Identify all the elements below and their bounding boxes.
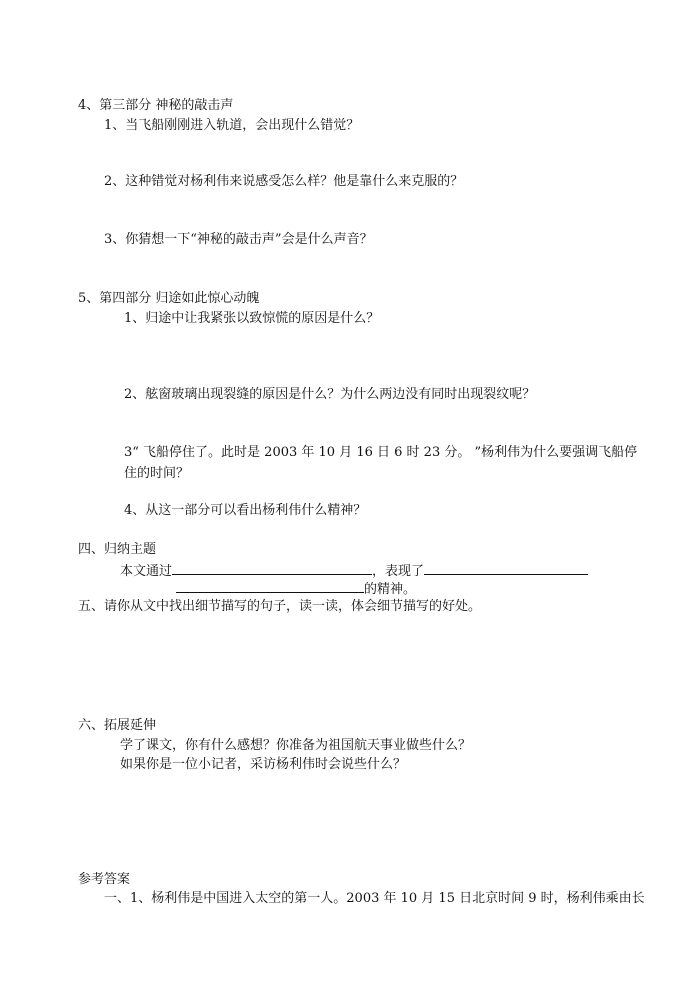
part5-heading: 5、第四部分 归途如此惊心动魄 (78, 291, 260, 306)
section6-line-2: 如果你是一位小记者，采访杨利伟时会说些什么？ (120, 757, 407, 772)
part4-question-2: 2、这种错觉对杨利伟来说感受怎么样？他是靠什么来克服的？ (104, 174, 464, 189)
part5-question-4: 4、从这一部分可以看出杨利伟什么精神？ (124, 503, 367, 518)
section6-heading: 六、拓展延伸 (78, 718, 157, 733)
fill-blank-2[interactable] (424, 562, 588, 575)
part5-question-3: 3“ 飞船停住了。此时是 2003 年 10 月 16 日 6 时 23 分。 ”杨利伟为什么要强调飞船停 (124, 445, 638, 460)
section5-heading: 五、请你从文中找出细节描写的句子，读一读，体会细节描写的好处。 (78, 599, 482, 614)
fill-suffix: 的精神。 (364, 582, 417, 597)
fill-prefix: 本文通过 (120, 564, 173, 579)
section4-fill-line-2 (176, 580, 416, 598)
section4-fill-line-1 (120, 562, 588, 580)
section6-line-1: 学了课文，你有什么感想？你准备为祖国航天事业做些什么？ (120, 738, 472, 753)
part5-question-1: 1、归途中让我紧张以致惊慌的原因是什么？ (124, 311, 380, 326)
answers-first-line: 一、1、杨利伟是中国进入太空的第一人。2003 年 10 月 15 日北京时间 9 时，杨利伟乘由长 (104, 891, 645, 906)
part5-question-3-cont: 住的时间？ (124, 466, 190, 481)
part4-question-3: 3、你猜想一下“神秘的敲击声”会是什么声音？ (104, 232, 373, 247)
part4-question-1: 1、当飞船刚刚进入轨道，会出现什么错觉？ (104, 118, 360, 133)
section4-heading: 四、归纳主题 (78, 542, 157, 557)
part4-heading: 4、第三部分 神秘的敲击声 (78, 98, 234, 113)
fill-middle: ，表现了 (372, 564, 425, 579)
fill-blank-3[interactable] (176, 580, 364, 593)
answers-heading: 参考答案 (78, 872, 131, 887)
fill-blank-1[interactable] (172, 562, 372, 575)
part5-question-2: 2、舷窗玻璃出现裂缝的原因是什么？为什么两边没有同时出现裂纹呢？ (124, 387, 536, 402)
